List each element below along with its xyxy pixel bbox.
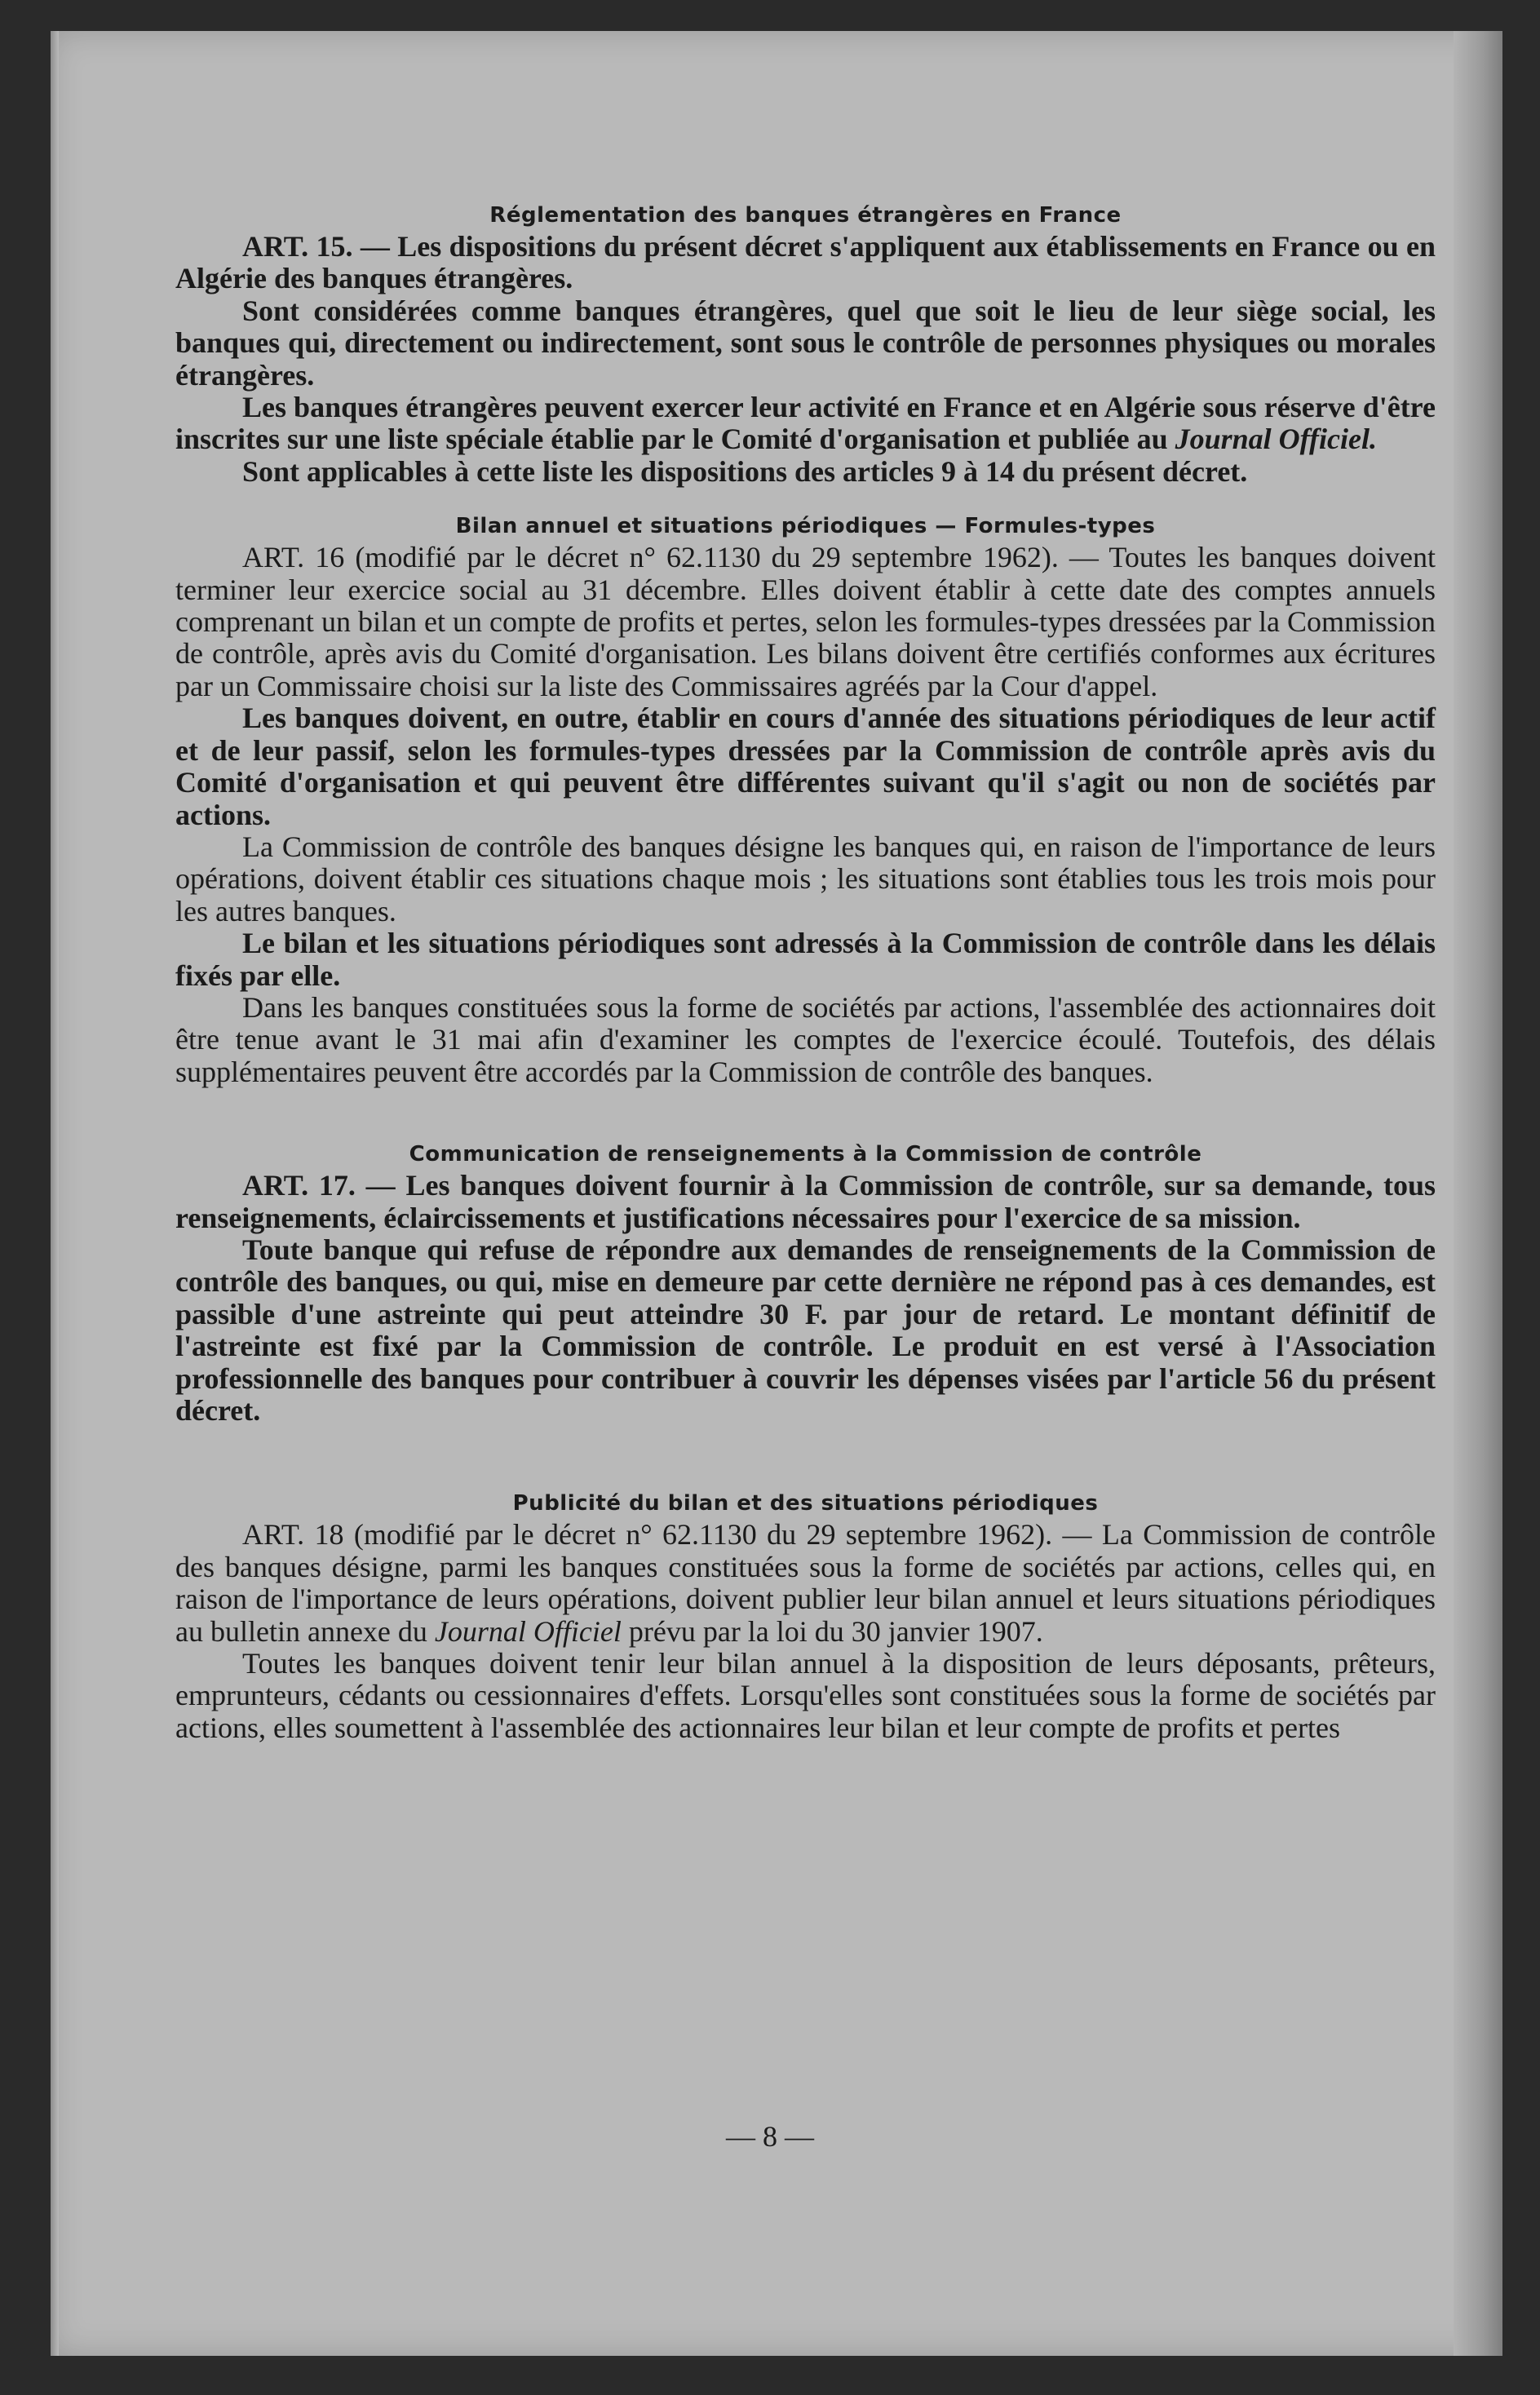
journal-title: Journal Officiel: [434, 1614, 622, 1648]
article-paragraph: Les banques doivent, en outre, établir en cours d'année des situations périodiques de leur actif et de leur passif, selon les formules-types dressées par la Commission de contrôle après avis du Comité d'organisation et qui peuvent être différentes suivant qu'il s'agit ou non de sociétés par actions.: [175, 702, 1436, 831]
page-right-edge: [1454, 31, 1502, 2356]
article-paragraph: Sont considérées comme banques étrangères, quel que soit le lieu de leur siège social, les banques qui, directement ou indirectement, sont sous le contrôle de personnes physiques ou morales étrangères.: [175, 294, 1436, 392]
paragraph-text: ART. 18 (modifié par le décret n° 62.1130 du 29 septembre 1962). — La Commission de contrôle des banques désigne, parmi les banques constituées sous la forme de sociétés par actions, celles qui, en raison de l'importance de leurs opérations, doivent publier leur bilan annuel et leurs situations périodiques au bulletin annexe du: [175, 1518, 1436, 1648]
article-paragraph: Toute banque qui refuse de répondre aux demandes de renseignements de la Commission de contrôle des banques, ou qui, mise en demeure par cette dernière ne répond pas à ces demandes, est passible d'une astreinte qui peut atteindre 30 F. par jour de retard. Le montant définitif de l'astreinte est fixé par la Commission de contrôle. Le produit en est versé à l'Association professionnelle des banques pour contribuer à couvrir les dépenses visées par l'article 56 du présent décret.: [175, 1233, 1436, 1427]
article-paragraph: [175, 392, 1436, 456]
article-paragraph: ART. 17. — Les banques doivent fournir à la Commission de contrôle, sur sa demande, tous renseignements, éclaircissements et justifications nécessaires pour l'exercice de sa mission.: [175, 1169, 1436, 1234]
paragraph-text: Les banques étrangères peuvent exercer leur activité en France et en Algérie sous réserve d'être inscrites sur une liste spéciale établie par le Comité d'organisation et publiée au: [175, 391, 1436, 456]
paragraph-text: prévu par la loi du 30 janvier 1907.: [628, 1614, 1043, 1648]
article-paragraph: ART. 16 (modifié par le décret n° 62.1130 du 29 septembre 1962). — Toutes les banques doivent terminer leur exercice social au 31 décembre. Elles doivent établir à cette date des comptes annuels comprenant un bilan et un compte de profits et pertes, selon les formules-types dressées par la Commission de contrôle, après avis du Comité d'organisation. Les bilans doivent être certifiés conformes aux écritures par un Commissaire choisi sur la liste des Commissaires agréés par la Cour d'appel.: [175, 541, 1436, 702]
journal-title: Journal Officiel.: [1175, 423, 1377, 456]
page-left-edge: [51, 31, 59, 2356]
section-heading: Réglementation des banques étrangères en France: [489, 203, 1122, 228]
document-body: [175, 200, 1436, 1744]
page-number: — 8 —: [726, 2120, 814, 2153]
article-paragraph: Le bilan et les situations périodiques sont adressés à la Commission de contrôle dans les délais fixés par elle.: [175, 927, 1436, 992]
article-paragraph: La Commission de contrôle des banques désigne les banques qui, en raison de l'importance de leurs opérations, doivent établir ces situations chaque mois ; les situations sont établies tous les trois mois pour les autres banques.: [175, 830, 1436, 927]
section-heading: Communication de renseignements à la Commission de contrôle: [409, 1142, 1202, 1167]
section-heading: Bilan annuel et situations périodiques — Formules-types: [455, 514, 1156, 539]
article-paragraph: Sont applicables à cette liste les dispositions des articles 9 à 14 du présent décret.: [242, 454, 1248, 488]
article-paragraph: Dans les banques constituées sous la forme de sociétés par actions, l'assemblée des actionnaires doit être tenue avant le 31 mai afin d'examiner les comptes de l'exercice écoulé. Toutefois, des délais supplémentaires peuvent être accordés par la Commission de contrôle des banques.: [175, 990, 1436, 1088]
article-paragraph: Toutes les banques doivent tenir leur bilan annuel à la disposition de leurs déposants, prêteurs, emprunteurs, cédants ou cessionnaires d'effets. Lorsqu'elles sont constituées sous la forme de sociétés par actions, elles soumettent à l'assemblée des actionnaires leur bilan et leur compte de profits et pertes: [175, 1647, 1436, 1744]
article-paragraph: ART. 15. — Les dispositions du présent décret s'appliquent aux établissements en France ou en Algérie des banques étrangères.: [175, 230, 1436, 295]
article-paragraph: [175, 1519, 1436, 1648]
section-heading: Publicité du bilan et des situations périodiques: [512, 1491, 1099, 1516]
